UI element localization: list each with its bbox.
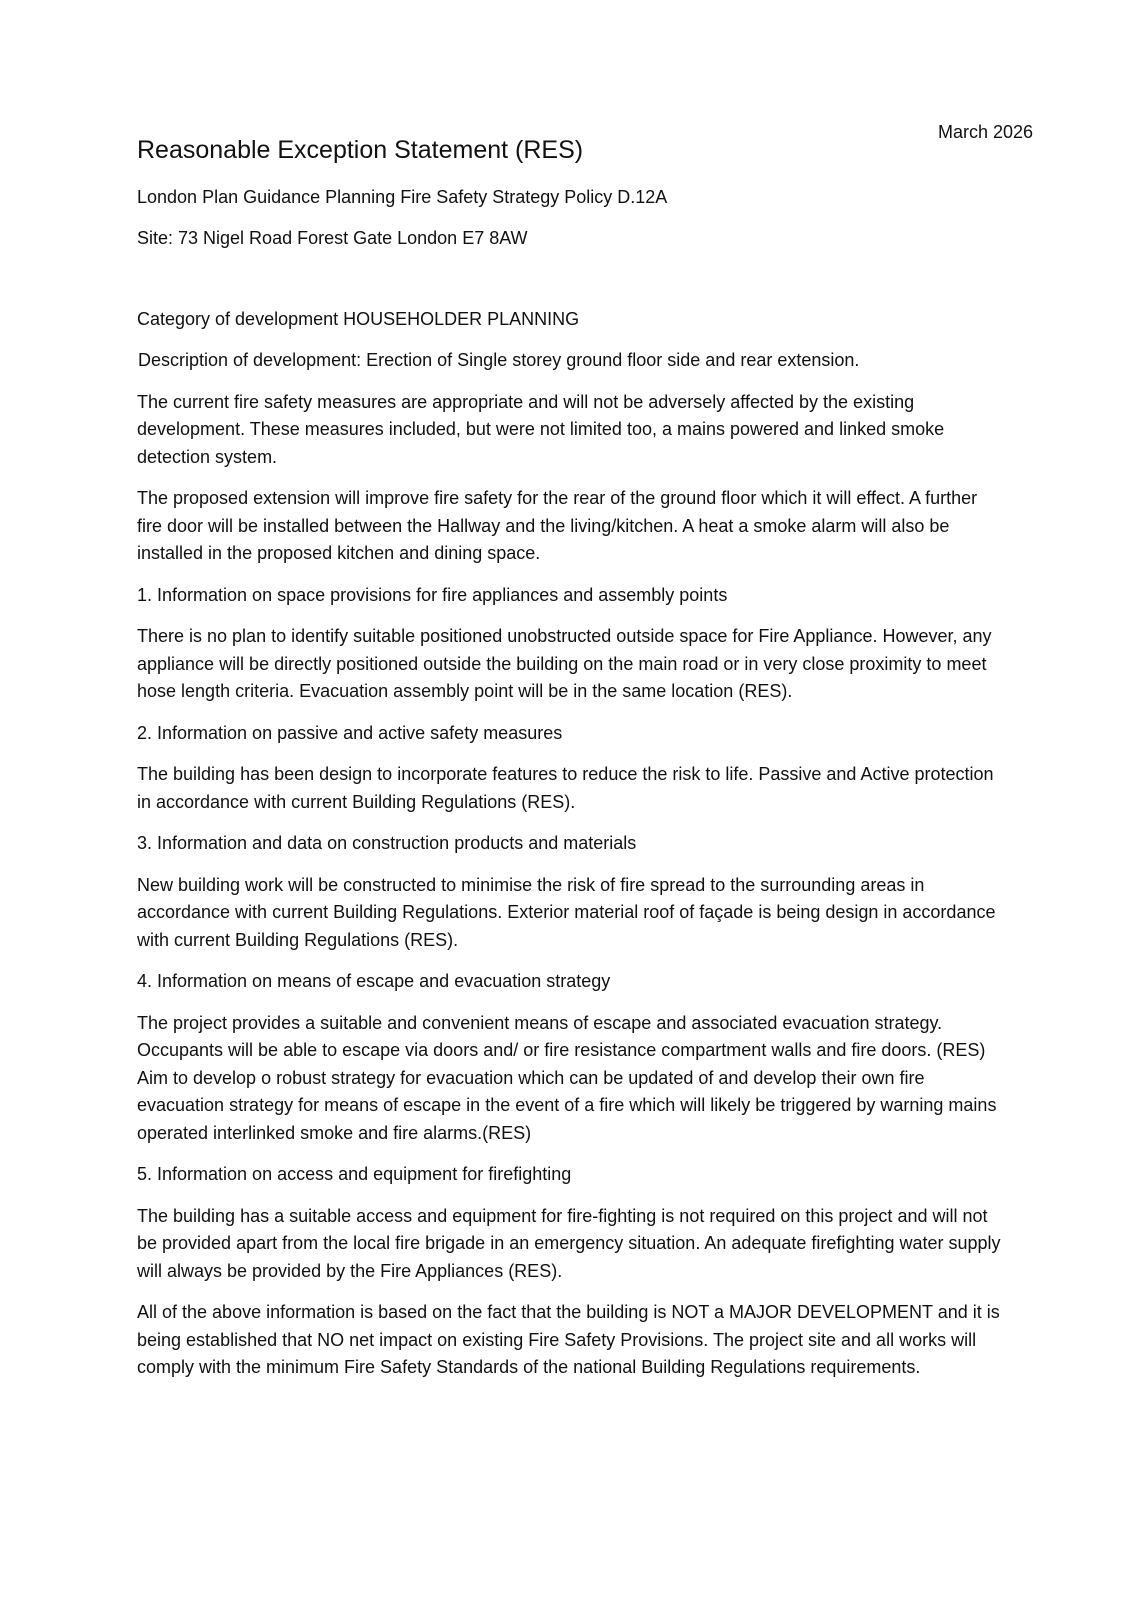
conclusion-paragraph: All of the above information is based on the fact that the building is NOT a MAJOR DEVELOPMENT and it is being established that NO net impact on existing Fire Safety Provisions. The project site and all works will comply with the minimum Fire Safety Standards of the national Building Regulations requirements. bbox=[137, 1302, 1000, 1377]
section-body: The building has been design to incorporate features to reduce the risk to life. Passive and Active protection in accordance with current Building Regulations (RES). bbox=[137, 764, 994, 812]
document-subtitle: London Plan Guidance Planning Fire Safety Strategy Policy D.12A bbox=[137, 187, 668, 207]
section-heading: 3. Information and data on construction products and materials bbox=[137, 833, 637, 853]
intro-paragraph: The proposed extension will improve fire safety for the rear of the ground floor which it will effect. A further fire door will be installed between the Hallway and the living/kitchen. A heat a smoke alarm will also be installed in the proposed kitchen and dining space. bbox=[137, 488, 978, 563]
spacer bbox=[137, 266, 1007, 306]
section-heading: 5. Information on access and equipment for firefighting bbox=[137, 1164, 572, 1184]
section-body: The project provides a suitable and convenient means of escape and associated evacuation strategy. Occupants will be able to escape via doors and/ or fire resistance compartment walls and fire doors. (RES) Aim to develop o robust strategy for evacuation which can be updated of and develop their own fire evacuation strategy for means of escape in the event of a fire which will likely be triggered by warning mains operated interlinked smoke and fire alarms.(RES) bbox=[137, 1012, 997, 1143]
document-title: Reasonable Exception Statement (RES) bbox=[137, 136, 584, 164]
section-body: New building work will be constructed to minimise the risk of fire spread to the surrounding areas in accordance with current Building Regulations. Exterior material roof of façade is being design in accordance with current Building Regulations (RES). bbox=[137, 874, 996, 950]
document-date: March 2026 bbox=[938, 122, 1034, 142]
development-category: Category of development HOUSEHOLDER PLANNING bbox=[137, 309, 580, 329]
section-heading: 1. Information on space provisions for fire appliances and assembly points bbox=[137, 584, 728, 605]
intro-paragraph: The current fire safety measures are appropriate and will not be adversely affected by the existing development. These measures included, but were not limited too, a mains powered and linked smoke detection system. bbox=[137, 391, 945, 467]
development-description: Description of development: Erection of Single storey ground floor side and rear extension. bbox=[138, 350, 860, 370]
section-heading: 4. Information on means of escape and evacuation strategy bbox=[137, 971, 611, 991]
site-address: Site: 73 Nigel Road Forest Gate London E7 8AW bbox=[137, 228, 528, 248]
section-heading: 2. Information on passive and active safety measures bbox=[137, 722, 563, 743]
section-body: There is no plan to identify suitable positioned unobstructed outside space for Fire Appliance. However, any appliance will be directly positioned outside the building on the main road or in very close proximity to meet hose length criteria. Evacuation assembly point will be in the same location (RES). bbox=[137, 626, 992, 701]
document-content bbox=[137, 134, 1007, 1396]
section-body: The building has a suitable access and equipment for fire-fighting is not required on this project and will not be provided apart from the local fire brigade in an emergency situation. An adequate firefighting water supply will always be provided by the Fire Appliances (RES). bbox=[137, 1205, 1001, 1281]
